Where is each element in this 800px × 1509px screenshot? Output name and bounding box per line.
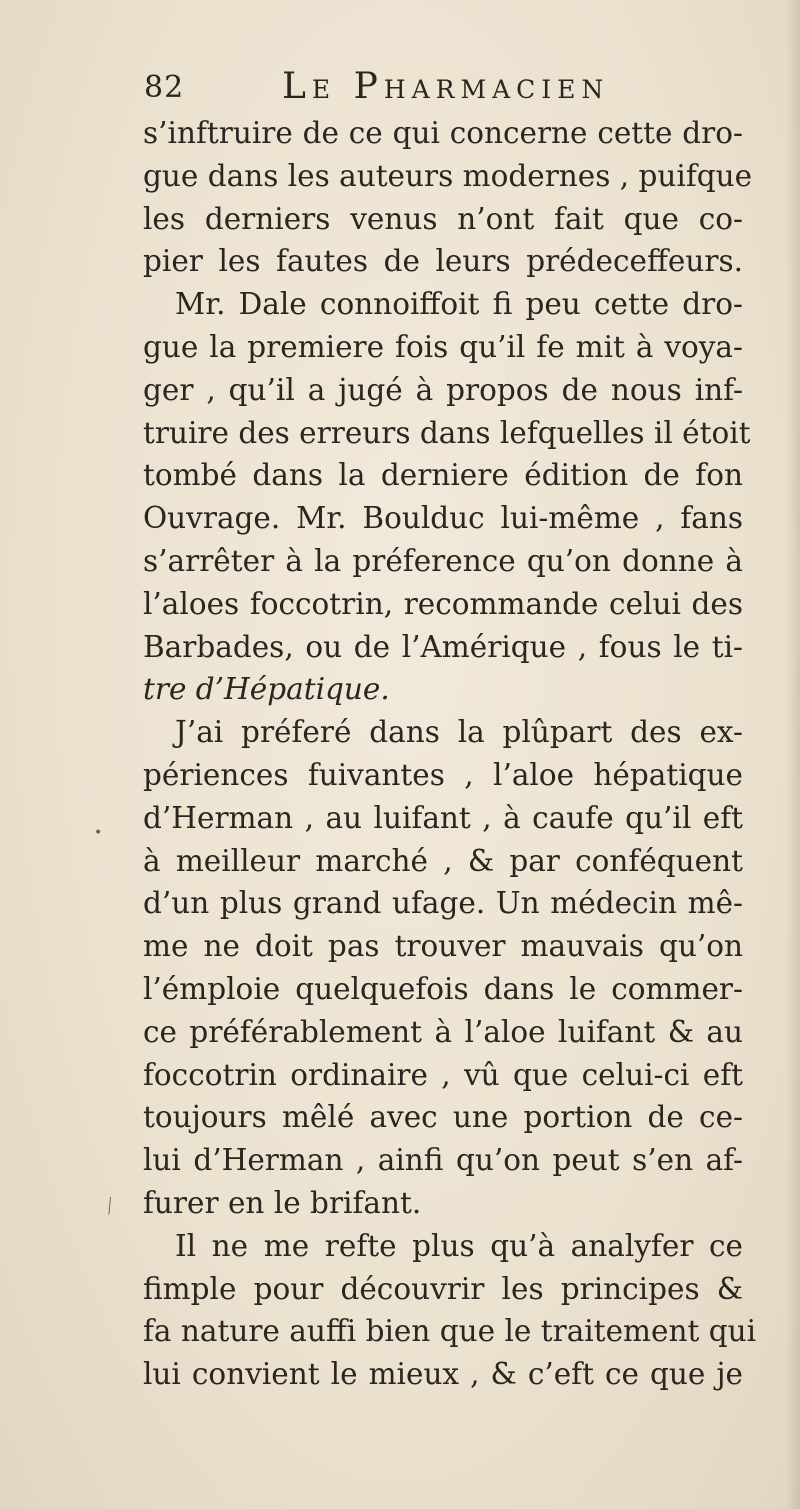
text-line: à meilleur marché , & par conféquent [143,843,743,878]
page-edge-shadow [786,0,800,1509]
text-line: les derniers venus n’ont fait que co- [143,201,743,236]
text-line: l’émploie quelquefois dans le commer- [143,971,743,1006]
text-line: J’ai préferé dans la plûpart des ex- [175,715,743,750]
text-line: gue la premiere fois qu’il fe mit à voya- [143,329,743,364]
text-line: ger , qu’il a jugé à propos de nous inf- [143,372,743,407]
text-line: pier les fautes de leurs prédeceffeurs. [143,244,743,279]
margin-stroke-mark: ⟋ [99,1194,122,1219]
running-title: Le Pharmacien [282,66,610,107]
text-line: tombé dans la derniere édition de fon [143,458,743,493]
text-line: périences fuivantes , l’aloe hépatique [143,757,743,792]
text-line: furer en le brifant. [143,1185,422,1220]
text-line: ce préférablement à l’aloe luifant & au [143,1014,743,1049]
text-line: foccotrin ordinaire , vû que celui-ci eft [143,1057,743,1092]
page-number: 82 [144,70,185,105]
page-header [144,66,724,116]
text-line: lui convient le mieux , & c’eft ce que je [143,1357,743,1392]
text-line: tre d’Hépatique. [143,672,390,707]
text-line: s’inftruire de ce qui concerne cette dro- [143,116,743,150]
text-line: gue dans les auteurs modernes , puifque [143,158,753,193]
text-line: s’arrêter à la préference qu’on donne à [143,543,743,578]
text-line: Il ne me refte plus qu’à analyfer ce [175,1228,743,1263]
text-line: toujours mêlé avec une portion de ce- [143,1100,743,1135]
text-line: Barbades, ou de l’Amérique , fous le ti- [143,629,743,664]
text-line: fa nature auffi bien que le traitement qui [143,1314,757,1349]
text-line: d’un plus grand ufage. Un médecin mê- [143,886,743,921]
text-line: truire des erreurs dans lefquelles il étoit [143,415,751,450]
text-line: me ne doit pas trouver mauvais qu’on [143,929,743,964]
text-line: fimple pour découvrir les principes & [143,1271,743,1306]
text-line: Ouvrage. Mr. Boulduc lui-même , fans [143,501,743,536]
text-line: l’aloes foccotrin, recommande celui des [143,586,743,621]
body-text [143,112,757,1396]
text-line: d’Herman , au luifant , à caufe qu’il eft [143,800,743,835]
text-line: lui d’Herman , ainfi qu’on peut s’en af- [143,1143,743,1178]
margin-dot-mark: • [94,825,103,841]
text-line: Mr. Dale connoiffoit fi peu cette dro- [175,287,743,322]
